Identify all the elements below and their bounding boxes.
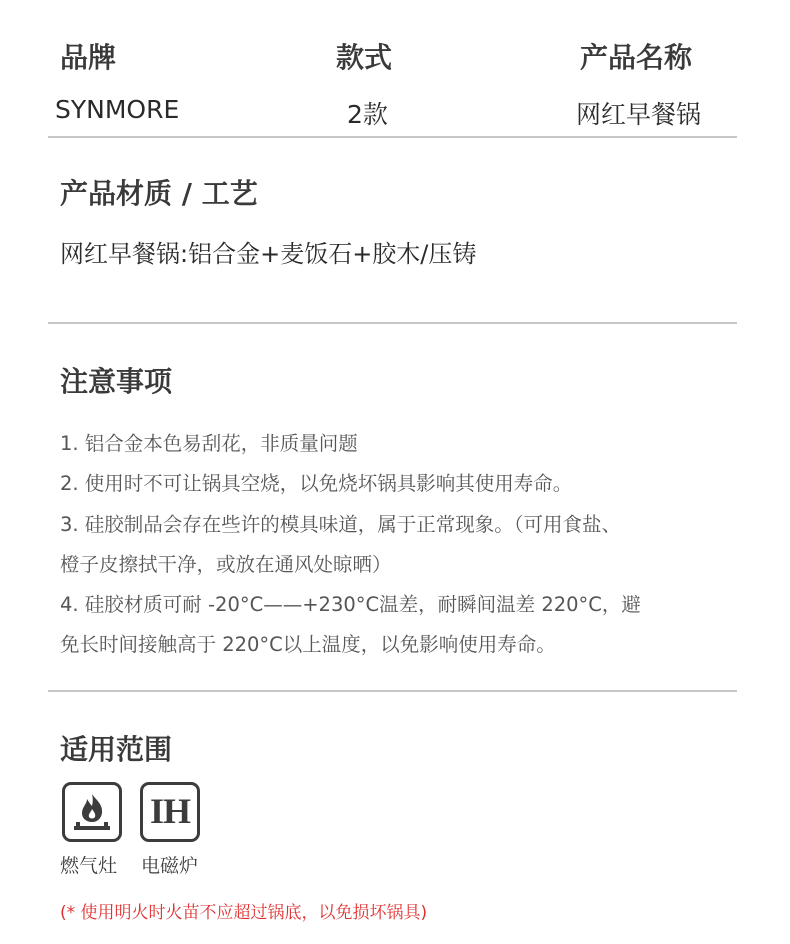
brand-value: SYNMORE (55, 95, 180, 124)
notes-title: 注意事项 (60, 365, 173, 398)
note-line-2: 2. 使用时不可让锅具空烧，以免烧坏锅具影响其使用寿命。 (60, 472, 573, 495)
induction-label: 电磁炉 (141, 855, 199, 877)
product-name-header: 产品名称 (580, 41, 693, 74)
product-name-value: 网红早餐锅 (576, 100, 702, 129)
note-line-5: 4. 硅胶材质可耐 -20°C——+230°C温差，耐瞬间温差 220°C，避 (60, 593, 641, 616)
style-header: 款式 (336, 41, 393, 74)
warning-note: (* 使用明火时火苗不应超过锅底，以免损坏锅具) (60, 903, 428, 923)
ih-glyph: IH (149, 791, 190, 831)
note-line-4: 橙子皮擦拭干净，或放在通风处晾晒） (60, 553, 392, 576)
material-title: 产品材质 / 工艺 (60, 177, 258, 210)
note-line-6: 免长时间接触高于 220°C以上温度，以免影响使用寿命。 (60, 633, 556, 656)
style-value: 2款 (347, 100, 388, 129)
scope-title: 适用范围 (60, 733, 173, 766)
divider (48, 322, 737, 324)
divider (48, 690, 737, 692)
note-line-1: 1. 铝合金本色易刮花，非质量问题 (60, 432, 358, 455)
induction-ih-icon (140, 782, 200, 842)
gas-stove-label: 燃气灶 (60, 855, 118, 877)
note-line-3: 3. 硅胶制品会存在些许的模具味道，属于正常现象。（可用食盐、 (60, 513, 622, 536)
brand-header: 品牌 (60, 41, 117, 74)
gas-stove-icon (62, 782, 122, 842)
divider (48, 136, 737, 138)
material-text: 网红早餐锅:铝合金+麦饭石+胶木/压铸 (60, 240, 477, 268)
